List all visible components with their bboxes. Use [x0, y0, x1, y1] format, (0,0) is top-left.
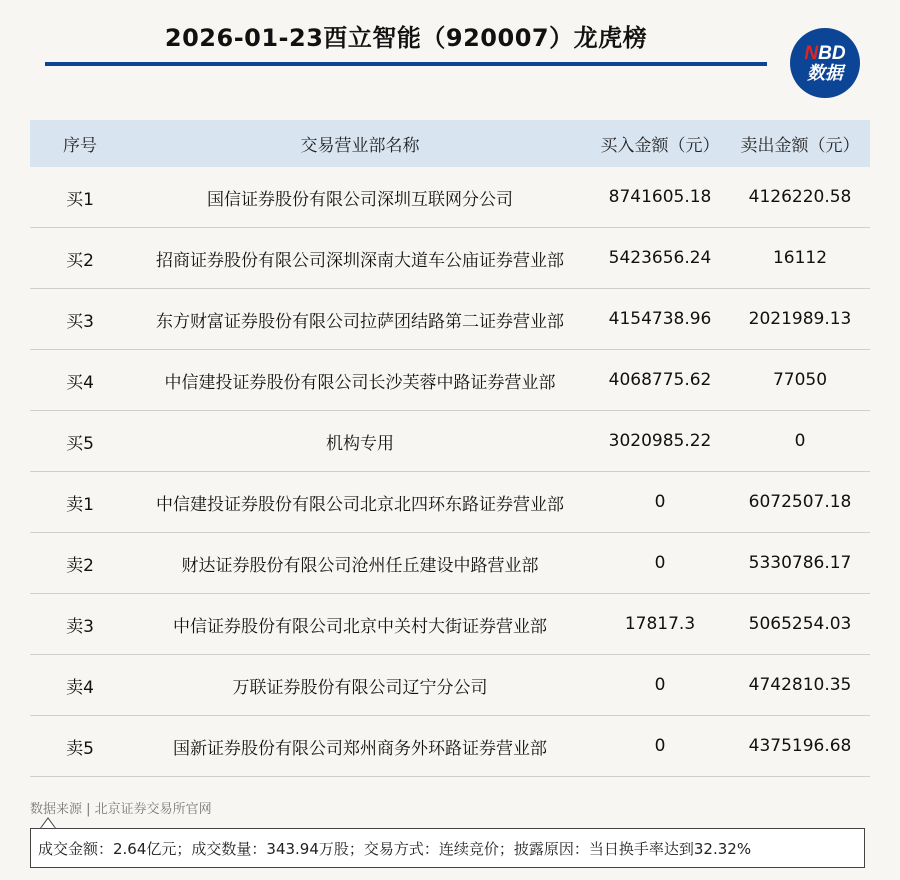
table-row — [30, 289, 870, 350]
sell-amount: 0 — [794, 431, 806, 451]
nbd-logo — [790, 28, 860, 98]
branch-name: 东方财富证券股份有限公司拉萨团结路第二证券营业部 — [156, 311, 564, 332]
table-row — [30, 533, 870, 594]
branch-name: 国信证券股份有限公司深圳互联网分公司 — [207, 189, 513, 210]
row-index: 卖2 — [66, 555, 94, 576]
sell-amount: 2021989.13 — [748, 309, 852, 329]
table-header — [30, 120, 870, 167]
sell-amount: 6072507.18 — [748, 492, 852, 512]
sell-amount: 4126220.58 — [748, 187, 852, 207]
table-row — [30, 655, 870, 716]
row-index: 买1 — [66, 189, 94, 210]
sell-amount: 5065254.03 — [748, 614, 852, 634]
buy-amount: 5423656.24 — [608, 248, 712, 268]
buy-amount: 4154738.96 — [608, 309, 712, 329]
col-header-index: 序号 — [63, 136, 97, 156]
row-index: 买3 — [66, 311, 94, 332]
branch-name: 财达证券股份有限公司沧州任丘建设中路营业部 — [181, 555, 539, 576]
buy-amount: 17817.3 — [624, 614, 696, 634]
col-header-sell: 卖出金额（元） — [740, 136, 860, 156]
table-row — [30, 350, 870, 411]
table-row — [30, 167, 870, 228]
branch-name: 万联证券股份有限公司辽宁分公司 — [232, 677, 488, 698]
sell-amount: 77050 — [772, 370, 828, 390]
branch-name: 招商证券股份有限公司深圳深南大道车公庙证券营业部 — [156, 250, 564, 271]
page-title: 2026-01-23酉立智能（920007）龙虎榜 — [164, 24, 648, 52]
buy-amount: 0 — [654, 553, 666, 573]
logo-letter-n: N — [804, 43, 819, 64]
sell-amount: 5330786.17 — [748, 553, 852, 573]
row-index: 买4 — [66, 372, 94, 393]
branch-name: 中信证券股份有限公司北京中关村大街证券营业部 — [173, 616, 547, 637]
trade-summary-note: 成交金额：2.64亿元；成交数量：343.94万股；交易方式：连续竞价；披露原因：当日换手率达到32.32% — [30, 828, 865, 868]
table-row — [30, 716, 870, 777]
table-row — [30, 472, 870, 533]
nbd-logo-icon — [790, 28, 860, 98]
table-row — [30, 228, 870, 289]
branch-name: 机构专用 — [326, 433, 394, 454]
branch-name: 中信建投证券股份有限公司长沙芙蓉中路证券营业部 — [164, 372, 556, 393]
row-index: 卖1 — [66, 494, 94, 515]
data-source: 数据来源 | 北京证券交易所官网 — [30, 802, 212, 817]
col-header-buy: 买入金额（元） — [600, 136, 720, 156]
row-index: 卖4 — [66, 677, 94, 698]
logo-text-top — [804, 43, 845, 64]
buy-amount: 0 — [654, 675, 666, 695]
buy-amount: 8741605.18 — [608, 187, 712, 207]
branch-name: 国新证券股份有限公司郑州商务外环路证券营业部 — [173, 738, 547, 759]
buy-amount: 3020985.22 — [608, 431, 712, 451]
row-index: 卖3 — [66, 616, 94, 637]
branch-name: 中信建投证券股份有限公司北京北四环东路证券营业部 — [156, 494, 564, 515]
buy-amount: 4068775.62 — [608, 370, 712, 390]
table-row — [30, 594, 870, 655]
sell-amount: 4375196.68 — [748, 736, 852, 756]
row-index: 买2 — [66, 250, 94, 271]
row-index: 买5 — [66, 433, 94, 454]
buy-amount: 0 — [654, 736, 666, 756]
logo-text-bottom: 数据 — [807, 63, 843, 84]
title-underline — [45, 62, 767, 66]
table-body — [30, 167, 870, 777]
dragon-tiger-table — [30, 120, 870, 777]
buy-amount: 0 — [654, 492, 666, 512]
table-row — [30, 411, 870, 472]
sell-amount: 16112 — [772, 248, 828, 268]
col-header-branch: 交易营业部名称 — [300, 136, 420, 156]
sell-amount: 4742810.35 — [748, 675, 852, 695]
row-index: 卖5 — [66, 738, 94, 759]
logo-letters-bd: BD — [818, 43, 846, 64]
